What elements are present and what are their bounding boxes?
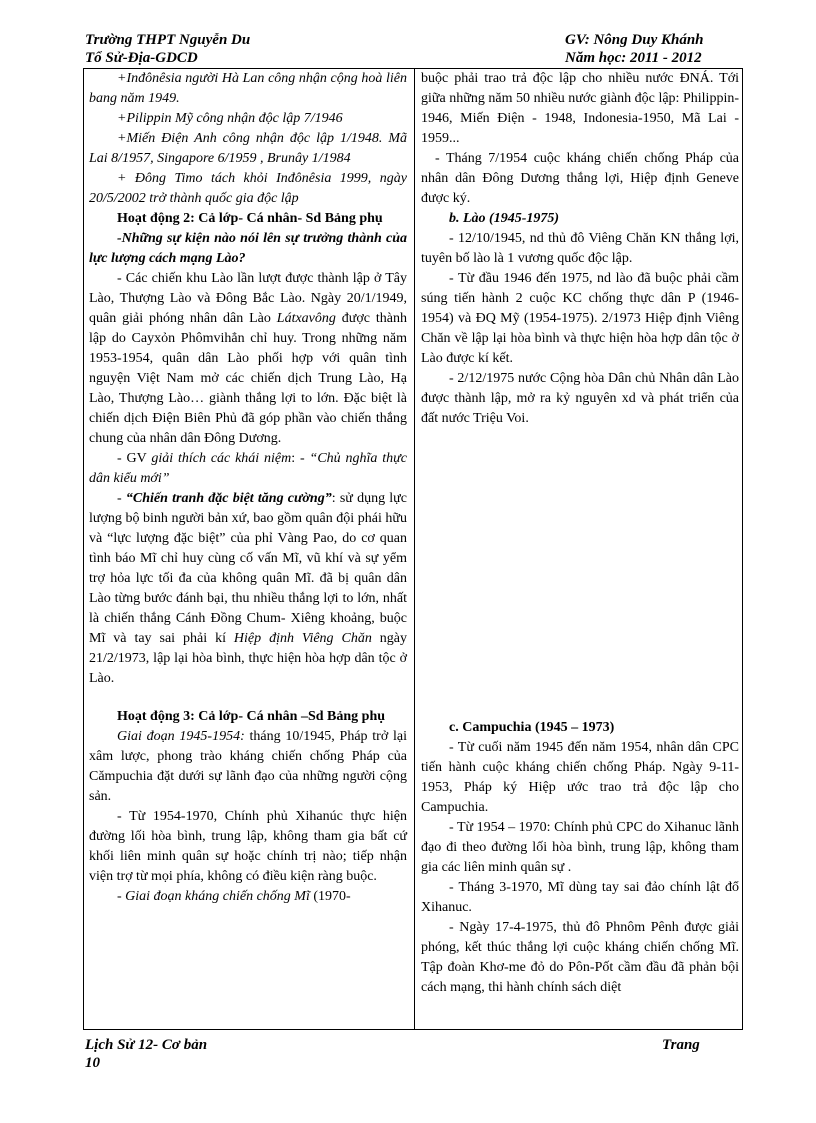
department-name: Tổ Sử-Địa-GDCD <box>85 50 198 66</box>
column-divider <box>414 69 415 1029</box>
laos-resistance-paragraph: - Các chiến khu Lào lần lượt được thành lập ở Tây Lào, Thượng Lào và Đông Bắc Lào. Ngày 20/1/1949, quân giải phóng nhân dân Lào Látxavông được thành lập do Cayxỏn Phômvihẳn chỉ huy. Trong những năm 1953-1954, quân dân Lào phối hợp với quân tình nguyện Việt Nam mở các chiến dịch Trung Lào, Hạ Lào, Thượng Lào… giành thắng lợi to lớn. Đặc biệt là chiến dịch Điện Biên Phủ đã góp phần vào chiến thắng chung của nhân dân Đông Dương. <box>89 271 407 446</box>
laos-1945: - 12/10/1945, nd thủ đô Viêng Chăn KN thắng lợi, tuyên bố lào là 1 vương quốc độc lập. <box>421 231 739 266</box>
cambodia-section-title: c. Campuchia (1945 – 1973) <box>449 720 615 735</box>
cambodia-anti-us: - Giai đoạn kháng chiến chống Mĩ (1970- <box>117 889 351 904</box>
independence-indonesia: +Inđônêsia người Hà Lan công nhận cộng hoà liên bang năm 1949. <box>89 71 407 106</box>
cambodia-1945-1954: Giai đoạn 1945-1954: tháng 10/1945, Pháp trở lại xâm lược, phong trào kháng chiến chống Pháp của Cămpuchia đặt dưới sự lãnh đạo của những người cộng sản. <box>89 729 407 804</box>
teacher-name: GV: Nông Duy Khánh <box>565 32 704 48</box>
laos-1975: - 2/12/1975 nước Cộng hòa Dân chủ Nhân dân Lào được thành lập, mở ra kỷ nguyên xd và phát triển của đất nước Triệu Voi. <box>421 371 739 426</box>
activity-3-heading: Hoạt động 3: Cả lớp- Cá nhân –Sd Bảng phụ <box>117 709 386 724</box>
cambodia-1954-1970-summary: - Từ 1954 – 1970: Chính phủ CPC do Xihanuc lãnh đạo đi theo đường lối hòa bình, trung lập, không tham gia các liên minh quân sự . <box>421 820 739 875</box>
laos-section-title: b. Lào (1945-1975) <box>449 211 560 226</box>
sea-independence-summary: buộc phải trao trả độc lập cho nhiều nước ĐNÁ. Tới giữa những năm 50 nhiều nước giành độc lập: Philippin-1946, Miến Điện - 1948, Indonesia-1950, Mã Lai - 1959... <box>421 71 739 146</box>
laos-1946-1975: - Từ đầu 1946 đến 1975, nd lào đã buộc phải cầm súng tiến hành 2 cuộc KC chống thực dân P (1946-1954) và ĐQ Mỹ (1954-1975). 2/1973 Hiệp định Viêng Chăn về lập lại hòa bình và thực hiện hòa hợp dân tộc ở Lào được kí kết. <box>421 271 739 366</box>
geneva-agreement: - Tháng 7/1954 cuộc kháng chiến chống Pháp của nhân dân Đông Dương thắng lợi, Hiệp định Geneve được ký. <box>421 151 739 206</box>
cambodia-coup-1970: - Tháng 3-1970, Mĩ dùng tay sai đảo chính lật đổ Xihanuc. <box>421 880 739 915</box>
cambodia-1945-1954-summary: - Từ cuối năm 1945 đến năm 1954, nhân dân CPC tiến hành cuộc kháng chiến chống Pháp. Ngày 9-11-1953, Pháp ký Hiệp ước trao trả độc lập cho Campuchia. <box>421 740 739 815</box>
right-column <box>421 69 739 998</box>
cambodia-1954-1970: - Từ 1954-1970, Chính phủ Xihanúc thực hiện đường lối hòa bình, trung lập, không tham gia bất cứ khối liên minh quân sự hoặc chính trị nào; tiếp nhận viện trợ từ mọi phía, không có điều kiện ràng buộc. <box>89 809 407 884</box>
subject-label: Lịch Sử 12- Cơ bản <box>85 1037 208 1053</box>
activity-2-heading: Hoạt động 2: Cả lớp- Cá nhân- Sd Bảng phụ <box>117 211 383 226</box>
independence-burma: +Miến Điện Anh công nhận độc lập 1/1948. Mã Lai 8/1957, Singapore 6/1959 , Brunây 1/1984 <box>89 131 407 166</box>
independence-east-timor: + Đông Timo tách khỏi Inđônêsia 1999, ngày 20/5/2002 trở thành quốc gia độc lập <box>89 171 407 206</box>
cambodia-1975: - Ngày 17-4-1975, thủ đô Phnôm Pênh được giải phóng, kết thúc thắng lợi cuộc kháng chiến chống Mĩ. Tập đoàn Khơ-me đỏ do Pôn-Pốt cầm đầu đã phản bội cách mạng, thi hành chính sách diệt <box>421 920 739 995</box>
school-name: Trường THPT Nguyễn Du <box>85 32 251 48</box>
special-war-paragraph: - “Chiến tranh đặc biệt tăng cường”: sử dụng lực lượng bộ binh người bản xứ, bao gồm quân đội phái hữu và “lực lượng đặc biệt” của phỉ Vàng Pao, do cơ quan tình báo Mĩ chỉ huy cùng cố vấn Mĩ, vũ khí và sự yểm trợ hỏa lực tối đa của không quân Mĩ. đã bị quân dân Lào từng bước đánh bại, thu nhiều thắng lợi to lớn, nhất là chiến thắng Cánh Đồng Chum- Xiêng khoảng, buộc Mĩ và tay sai phải kí Hiệp định Viêng Chăn ngày 21/2/1973, lập lại hòa bình, thực hiện hòa hợp dân tộc ở Lào. <box>89 491 408 686</box>
page-number: 10 <box>85 1055 100 1071</box>
school-year: Năm học: 2011 - 2012 <box>565 50 702 66</box>
left-column <box>89 69 407 907</box>
page-label: Trang <box>662 1037 700 1053</box>
concept-explanation: - GV giải thích các khái niệm: - “Chủ nghĩa thực dân kiểu mới” <box>89 451 407 486</box>
lesson-table <box>83 68 743 1030</box>
question-laos: -Những sự kiện nào nói lên sự trưởng thành của lực lượng cách mạng Lào? <box>89 231 407 266</box>
independence-philippines: +Pilippin Mỹ công nhận độc lập 7/1946 <box>117 111 343 126</box>
